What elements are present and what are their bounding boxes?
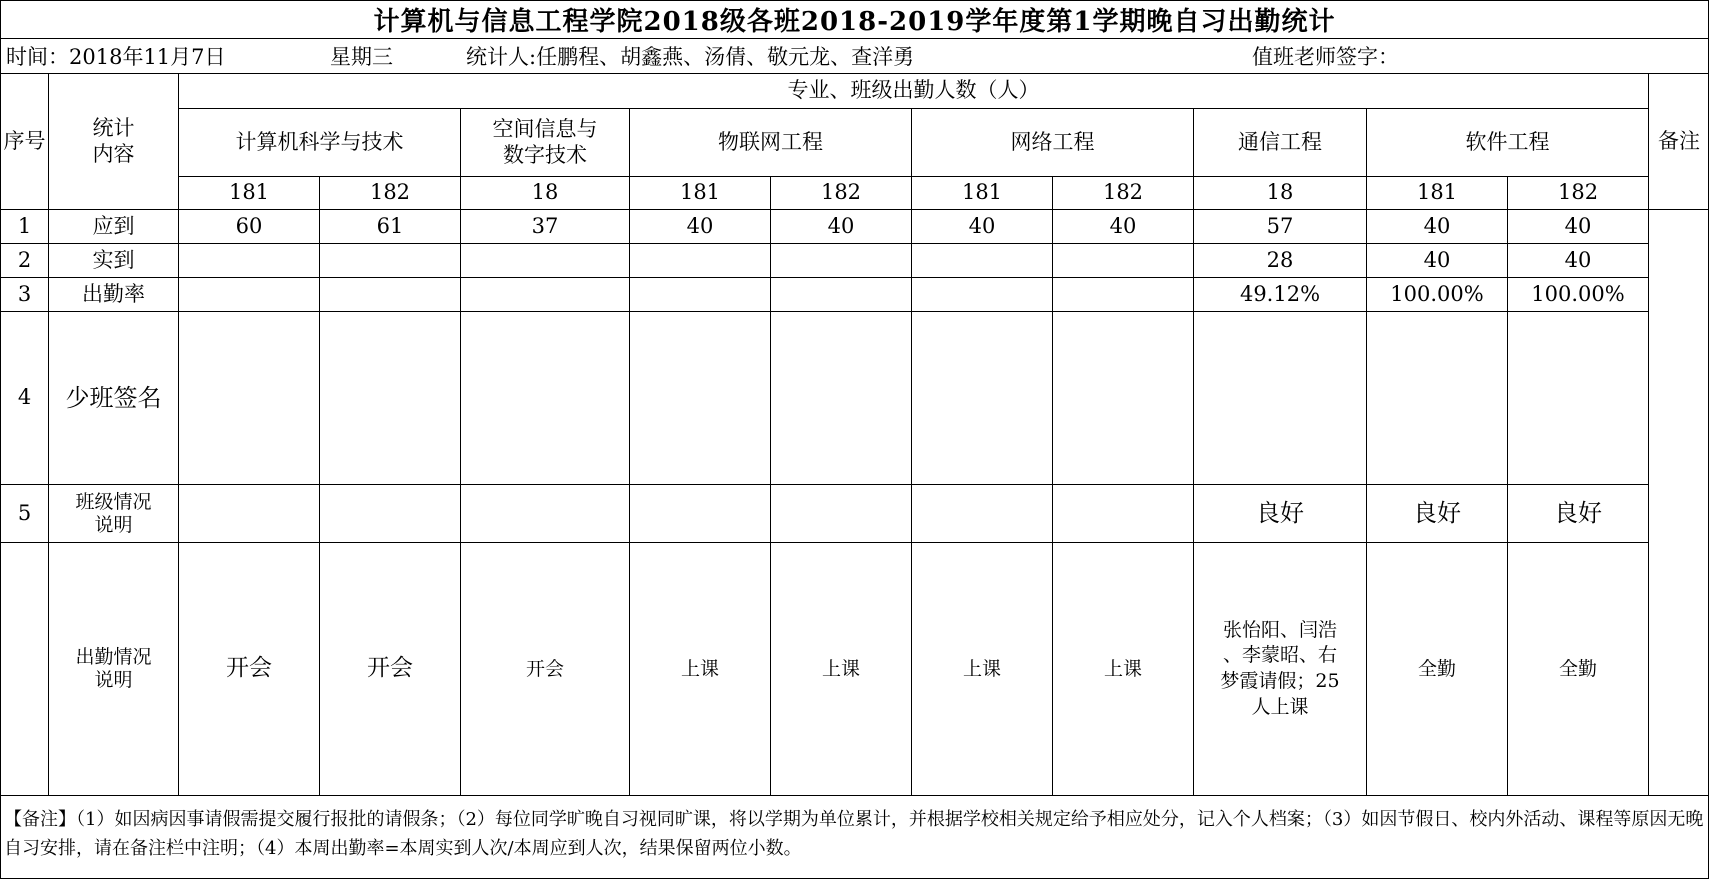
weekday-text: 星期三 [330, 45, 393, 69]
table-row [1, 244, 1709, 278]
table-cell: 上课 [630, 543, 771, 796]
table-cell [179, 244, 320, 278]
class-header: 181 [1367, 177, 1508, 210]
row-label: 出勤情况 说明 [49, 543, 179, 796]
table-cell [461, 278, 630, 312]
table-cell [630, 278, 771, 312]
table-cell [912, 244, 1053, 278]
table-cell: 40 [1508, 244, 1649, 278]
remark-header: 备注 [1649, 74, 1709, 210]
class-header: 181 [912, 177, 1053, 210]
table-row [1, 278, 1709, 312]
table-cell: 40 [771, 210, 912, 244]
remark-cell [1649, 210, 1709, 796]
table-cell: 57 [1194, 210, 1367, 244]
table-cell: 40 [1053, 210, 1194, 244]
row-label: 出勤率 [49, 278, 179, 312]
major-spatial-info: 空间信息与 数字技术 [461, 109, 630, 177]
class-header: 18 [461, 177, 630, 210]
table-cell: 张怡阳、闫浩 、李蒙昭、右 梦霞请假；25 人上课 [1194, 543, 1367, 796]
table-cell [630, 244, 771, 278]
row-seq: 1 [1, 210, 49, 244]
table-cell [179, 485, 320, 543]
table-cell: 40 [1508, 210, 1649, 244]
table-cell: 40 [630, 210, 771, 244]
table-cell [771, 278, 912, 312]
row-seq: 4 [1, 312, 49, 485]
table-cell: 开会 [461, 543, 630, 796]
table-cell [461, 244, 630, 278]
table-row [1, 543, 1709, 796]
table-cell: 100.00% [1508, 278, 1649, 312]
signature-cell [912, 312, 1053, 485]
class-header: 18 [1194, 177, 1367, 210]
title-divider [0, 38, 1709, 39]
table-row [1, 485, 1709, 543]
major-iot: 物联网工程 [630, 109, 912, 177]
row-seq: 3 [1, 278, 49, 312]
table-cell: 全勤 [1508, 543, 1649, 796]
signature-cell [630, 312, 771, 485]
table-cell: 100.00% [1367, 278, 1508, 312]
class-header: 182 [1508, 177, 1649, 210]
seq-header: 序号 [1, 74, 49, 210]
major-cst: 计算机科学与技术 [179, 109, 461, 177]
signature-cell [1053, 312, 1194, 485]
class-header: 181 [630, 177, 771, 210]
table-cell [461, 485, 630, 543]
table-row [1, 312, 1709, 485]
signature-cell [320, 312, 461, 485]
page-title: 计算机与信息工程学院2018级各班2018-2019学年度第1学期晚自习出勤统计 [373, 6, 1336, 37]
date-text: 时间：2018年11月7日 [6, 45, 226, 69]
table-cell [320, 485, 461, 543]
table-cell: 良好 [1508, 485, 1649, 543]
table-cell: 全勤 [1367, 543, 1508, 796]
table-cell: 良好 [1367, 485, 1508, 543]
content-header: 统计 内容 [49, 74, 179, 210]
signature-cell [179, 312, 320, 485]
major-network: 网络工程 [912, 109, 1194, 177]
table-cell: 60 [179, 210, 320, 244]
statisticians-text: 统计人:任鹏程、胡鑫燕、汤倩、敬元龙、查洋勇 [466, 45, 915, 69]
table-cell [771, 244, 912, 278]
row-seq: 2 [1, 244, 49, 278]
table-cell: 上课 [1053, 543, 1194, 796]
signature-cell [1508, 312, 1649, 485]
signature-cell [461, 312, 630, 485]
row-label: 实到 [49, 244, 179, 278]
signature-cell [1367, 312, 1508, 485]
table-cell [320, 278, 461, 312]
row-seq [1, 543, 49, 796]
signature-cell [771, 312, 912, 485]
row-label: 应到 [49, 210, 179, 244]
major-software: 软件工程 [1367, 109, 1649, 177]
table-cell [1053, 278, 1194, 312]
table-cell [320, 244, 461, 278]
row-label: 少班签名 [49, 312, 179, 485]
table-cell [912, 278, 1053, 312]
table-cell [1053, 485, 1194, 543]
table-cell: 40 [912, 210, 1053, 244]
major-communication: 通信工程 [1194, 109, 1367, 177]
table-cell [1053, 244, 1194, 278]
signature-cell [1194, 312, 1367, 485]
class-header: 182 [320, 177, 461, 210]
table-cell: 37 [461, 210, 630, 244]
table-cell [912, 485, 1053, 543]
table-cell: 开会 [179, 543, 320, 796]
table-cell: 40 [1367, 244, 1508, 278]
attendance-table [0, 73, 1709, 796]
table-cell: 61 [320, 210, 461, 244]
table-cell: 49.12% [1194, 278, 1367, 312]
class-row [1, 177, 1709, 210]
footnote: 【备注】（1）如因病因事请假需提交履行报批的请假条；（2）每位同学旷晚自习视同旷课，将以学期为单位累计，并根据学校相关规定给予相应处分，记入个人档案；（3）如因节假日、校内外活动、课程等原因无晚自习安排，请在备注栏中注明；（4）本周出勤率=本周实到人次/本周应到人次，结果保留两位小数。 [4, 809, 1704, 859]
row-label: 班级情况 说明 [49, 485, 179, 543]
table-cell: 上课 [912, 543, 1053, 796]
group-header: 专业、班级出勤人数（人） [179, 74, 1649, 109]
table-cell: 良好 [1194, 485, 1367, 543]
class-header: 182 [1053, 177, 1194, 210]
table-cell: 28 [1194, 244, 1367, 278]
table-cell [179, 278, 320, 312]
class-header: 182 [771, 177, 912, 210]
table-row [1, 210, 1709, 244]
table-cell [630, 485, 771, 543]
table-cell [771, 485, 912, 543]
class-header: 181 [179, 177, 320, 210]
row-seq: 5 [1, 485, 49, 543]
table-cell: 开会 [320, 543, 461, 796]
table-cell: 40 [1367, 210, 1508, 244]
table-cell: 上课 [771, 543, 912, 796]
teacher-sign-label: 值班老师签字： [1252, 45, 1399, 69]
